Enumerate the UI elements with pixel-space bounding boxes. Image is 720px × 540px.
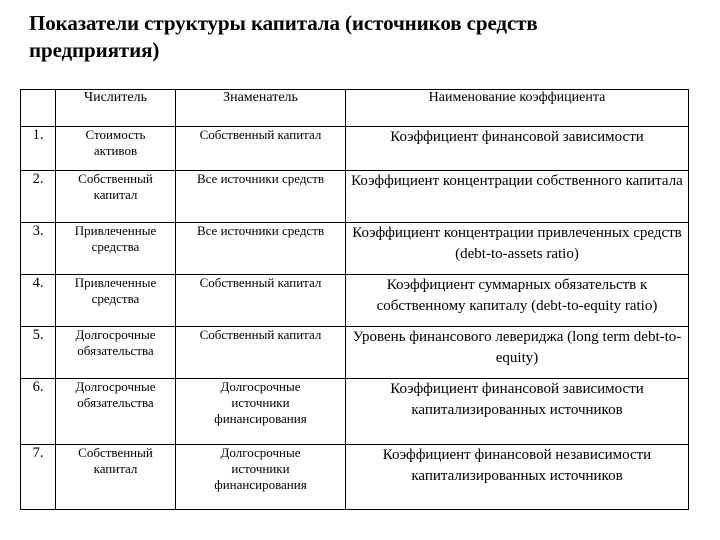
row-numerator: Собственный капитал [56,171,176,223]
header-num [21,90,56,127]
row-num: 6. [21,379,56,445]
table-row [21,127,689,171]
title-line-1: Показатели структуры капитала (источников средств [29,11,538,35]
row-ratio-name: Коэффициент концентрации привлеченных средств (debt-to-assets ratio) [346,223,689,275]
row-num: 3. [21,223,56,275]
header-numerator: Числитель [56,90,176,127]
table-row [21,171,689,223]
row-denominator: Долгосрочные источники финансирования [176,379,346,445]
row-num: 5. [21,327,56,379]
row-num: 2. [21,171,56,223]
row-denominator: Долгосрочные источники финансирования [176,445,346,510]
row-denominator: Собственный капитал [176,127,346,171]
row-numerator: Собственный капитал [56,445,176,510]
row-ratio-name: Коэффициент финансовой зависимости капитализированных источников [346,379,689,445]
header-name: Наименование коэффициента [346,90,689,127]
table-row [21,445,689,510]
row-ratio-name: Коэффициент концентрации собственного капитала [346,171,689,223]
row-ratio-name: Коэффициент финансовой зависимости [346,127,689,171]
header-denominator: Знаменатель [176,90,346,127]
row-ratio-name: Коэффициент суммарных обязательств к собственному капиталу (debt-to-equity ratio) [346,275,689,327]
row-denominator: Собственный капитал [176,327,346,379]
row-denominator: Собственный капитал [176,275,346,327]
table-row [21,275,689,327]
table-row [21,223,689,275]
row-denominator: Все источники средств [176,223,346,275]
table-row [21,327,689,379]
row-num: 7. [21,445,56,510]
row-ratio-name: Уровень финансового левериджа (long term debt-to-equity) [346,327,689,379]
row-numerator: Долгосрочные обязательства [56,327,176,379]
row-numerator: Стоимость активов [56,127,176,171]
row-denominator: Все источники средств [176,171,346,223]
row-num: 1. [21,127,56,171]
ratios-table [20,89,689,510]
page-title [29,10,689,64]
row-numerator: Привлеченные средства [56,275,176,327]
row-num: 4. [21,275,56,327]
title-line-2: предприятия) [29,38,160,62]
row-numerator: Долгосрочные обязательства [56,379,176,445]
table-row [21,379,689,445]
table-header-row [21,90,689,127]
row-numerator: Привлеченные средства [56,223,176,275]
row-ratio-name: Коэффициент финансовой независимости капитализированных источников [346,445,689,510]
